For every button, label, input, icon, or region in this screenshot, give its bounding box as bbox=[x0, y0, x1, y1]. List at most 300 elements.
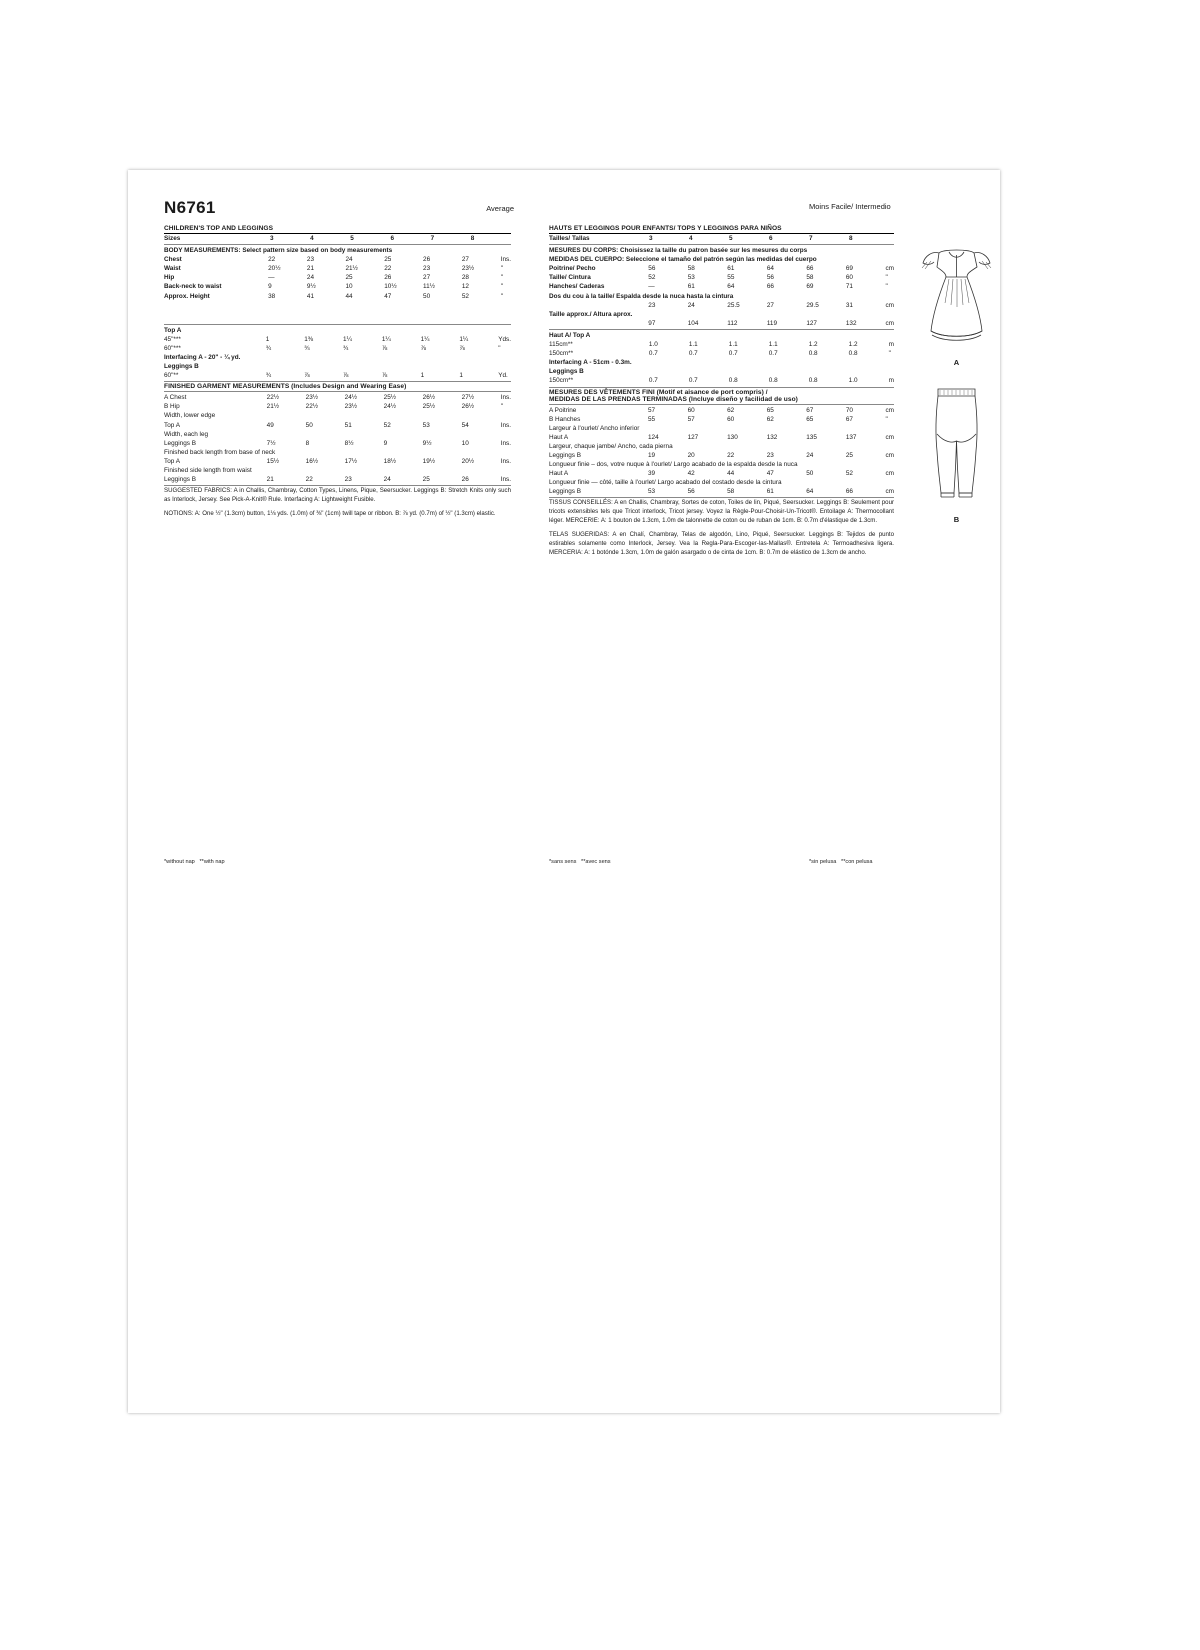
divider bbox=[164, 324, 511, 325]
cell: ⅞ bbox=[381, 372, 388, 380]
cell: 54 bbox=[461, 421, 469, 429]
row-label: A Poitrine bbox=[549, 406, 577, 414]
cell: 0.7 bbox=[648, 350, 658, 358]
table-row bbox=[164, 273, 511, 282]
footnote-with-nap: **with nap bbox=[199, 859, 225, 865]
cell: ¾ bbox=[304, 344, 310, 352]
table-row bbox=[549, 246, 894, 255]
garment-title-en: CHILDREN'S TOP AND LEGGINGS bbox=[164, 225, 274, 232]
divider bbox=[549, 404, 894, 405]
table-row bbox=[549, 234, 894, 243]
size-col: 7 bbox=[430, 235, 435, 242]
cell: 1¼ bbox=[420, 335, 430, 343]
cell: 22½ bbox=[266, 394, 280, 402]
cell: 1¼ bbox=[381, 335, 391, 343]
difficulty-english: Average bbox=[486, 204, 514, 213]
cell: 38 bbox=[268, 292, 276, 300]
cell: 61 bbox=[687, 283, 695, 291]
cell: 112 bbox=[727, 319, 738, 327]
table-row bbox=[164, 439, 511, 448]
cell: 0.8 bbox=[768, 377, 778, 385]
cell: 58 bbox=[806, 274, 814, 282]
yardage-top-title-fr: Haut A/ Top A bbox=[549, 331, 591, 339]
cell: 24 bbox=[687, 301, 695, 309]
cell: 27 bbox=[766, 301, 774, 309]
table-row bbox=[549, 310, 894, 319]
table-row bbox=[164, 421, 511, 430]
cell: 52 bbox=[383, 421, 391, 429]
cell: 15½ bbox=[266, 457, 280, 465]
row-label bbox=[549, 319, 648, 328]
cell: 65 bbox=[806, 415, 814, 423]
size-col: 3 bbox=[269, 235, 274, 242]
difficulty-french-spanish: Moins Facile/ Intermedio bbox=[809, 202, 891, 211]
row-label: 60"** bbox=[164, 372, 179, 380]
unit-cell: Ins. bbox=[500, 394, 511, 402]
cell: 47 bbox=[766, 470, 774, 478]
table-row bbox=[164, 411, 511, 420]
sizes-table-fr bbox=[549, 234, 894, 243]
unit-cell: " bbox=[500, 403, 503, 411]
table-row bbox=[549, 460, 894, 469]
cell: 61 bbox=[766, 488, 774, 496]
finished-table-fr bbox=[549, 406, 894, 497]
cell: 53 bbox=[422, 421, 430, 429]
unit-cell: " bbox=[885, 283, 888, 291]
cell: 27 bbox=[423, 274, 431, 282]
divider bbox=[549, 387, 894, 388]
cell: ⅞ bbox=[381, 344, 388, 352]
cell: 10 bbox=[461, 439, 469, 447]
unit-cell: m bbox=[888, 341, 894, 349]
cell: 1¼ bbox=[343, 335, 352, 343]
row-label: 60"*** bbox=[164, 344, 181, 352]
row-label: Hanches/ Caderas bbox=[549, 283, 605, 291]
cell: 130 bbox=[727, 433, 738, 441]
table-row bbox=[164, 234, 511, 243]
cell: 41 bbox=[306, 292, 315, 300]
footnote-en bbox=[164, 859, 225, 865]
table-row bbox=[549, 424, 894, 433]
english-column bbox=[164, 225, 511, 519]
divider bbox=[549, 329, 894, 330]
size-col: 5 bbox=[350, 235, 354, 242]
cell: 23 bbox=[766, 451, 774, 459]
table-row bbox=[164, 371, 511, 380]
cell: 69 bbox=[806, 283, 814, 291]
divider bbox=[549, 497, 894, 498]
cell: 28 bbox=[461, 274, 469, 282]
unit-cell: Ins. bbox=[500, 476, 511, 484]
cell: 57 bbox=[687, 415, 695, 423]
table-row bbox=[549, 469, 894, 478]
unit-cell: cm bbox=[885, 301, 894, 309]
cell: 55 bbox=[727, 274, 735, 282]
table-row bbox=[549, 349, 894, 358]
cell: 24½ bbox=[344, 394, 358, 402]
leggings-illustration-drawing bbox=[909, 379, 1000, 514]
cell: 1.2 bbox=[808, 341, 818, 349]
cell: 50 bbox=[423, 292, 431, 300]
cell: 64 bbox=[727, 283, 735, 291]
table-row bbox=[164, 264, 511, 273]
table-row bbox=[164, 353, 511, 362]
yardage-top-title-en: Top A bbox=[164, 326, 182, 334]
cell: 0.7 bbox=[688, 377, 698, 385]
cell: 16½ bbox=[305, 457, 319, 465]
cell: — bbox=[648, 283, 655, 291]
cell: 56 bbox=[766, 274, 774, 282]
cell: 7½ bbox=[266, 439, 276, 447]
cell: 127 bbox=[806, 319, 817, 327]
footnote-avec-sens: **avec sens bbox=[581, 859, 611, 865]
cell: 1.2 bbox=[848, 341, 858, 349]
sizes-label-fr: Tailles/ Tallas bbox=[549, 235, 590, 242]
cell: 70 bbox=[845, 406, 853, 414]
suggested-fabrics-en: SUGGESTED FABRICS: A in Challis, Chambray, Cotton Types, Linens, Pique, Seersucker. Leggings B: Stretch Knits only such as Interlock, Jersey. See Pick-A-Knit® Rule. Interfacing A: Lightweight Fusible. bbox=[164, 487, 511, 503]
cell: 0.8 bbox=[728, 377, 738, 385]
cell: 1 bbox=[265, 335, 270, 343]
unit-cell: " bbox=[500, 283, 503, 291]
cell: 127 bbox=[687, 433, 699, 441]
footnote-sans-sens: *sans sens bbox=[549, 859, 577, 865]
cell: 1.1 bbox=[768, 341, 778, 349]
unit-cell: cm bbox=[885, 406, 894, 414]
row-label bbox=[549, 301, 648, 310]
unit-cell: cm bbox=[885, 470, 894, 478]
cell: 21½ bbox=[345, 265, 358, 273]
cell: 65 bbox=[766, 406, 774, 414]
table-row bbox=[164, 466, 511, 475]
unit-col bbox=[889, 234, 894, 243]
cell: 39 bbox=[648, 470, 656, 478]
cell: 44 bbox=[345, 292, 353, 300]
notions-en: NOTIONS: A: One ½" (1.3cm) button, 1⅛ yds. (1.0m) of ⅜" (1cm) twill tape or ribbon. B: ⅞ yd. (0.7m) of ½" (1.3cm) elastic. bbox=[164, 509, 496, 517]
row-label: Finished side length from waist bbox=[164, 466, 252, 474]
row-label: Hip bbox=[164, 274, 175, 282]
table-row bbox=[549, 451, 894, 460]
row-label: A Chest bbox=[164, 394, 187, 402]
cell: 12 bbox=[461, 283, 469, 291]
table-row bbox=[549, 358, 894, 367]
finished-title-en: FINISHED GARMENT MEASUREMENTS (Includes Design and Wearing Ease) bbox=[164, 383, 407, 391]
table-row bbox=[549, 292, 894, 301]
yardage-table-fr bbox=[549, 331, 894, 386]
footnote-sin-pelusa: *sin pelusa bbox=[809, 859, 837, 865]
unit-cell: Yd. bbox=[498, 372, 508, 380]
cell: 52 bbox=[461, 292, 469, 300]
table-row bbox=[164, 326, 511, 335]
finished-title-es: MEDIDAS DE LAS PRENDAS TERMINADAS (Incluye diseño y facilidad de uso) bbox=[549, 395, 798, 403]
cell: 23 bbox=[306, 256, 315, 264]
table-row bbox=[164, 282, 511, 291]
cell: 24 bbox=[383, 476, 391, 484]
body-measurements-fr bbox=[549, 246, 894, 328]
leggings-title-fr: Leggings B bbox=[549, 368, 584, 376]
size-col: 6 bbox=[390, 235, 394, 242]
cell: 8½ bbox=[344, 439, 354, 447]
row-label: Top A bbox=[164, 457, 180, 465]
table-row bbox=[164, 246, 511, 255]
cell: 9½ bbox=[306, 283, 316, 291]
body-measurements-en bbox=[164, 246, 511, 301]
footnote-con-pelusa: **con pelusa bbox=[841, 859, 873, 865]
cell: 25½ bbox=[422, 403, 436, 411]
cell: 137 bbox=[845, 433, 857, 441]
table-row bbox=[549, 282, 894, 291]
cell: 58 bbox=[687, 265, 695, 273]
size-col: 4 bbox=[310, 235, 314, 242]
cell: 26 bbox=[384, 274, 392, 282]
cell: 52 bbox=[648, 274, 656, 282]
table-row bbox=[549, 301, 894, 310]
cell: 124 bbox=[648, 433, 659, 441]
cell: 25.5 bbox=[727, 301, 740, 309]
row-label: Haut A bbox=[549, 470, 569, 478]
row-label: Width, each leg bbox=[164, 430, 209, 438]
table-row bbox=[549, 340, 894, 349]
table-row bbox=[549, 415, 894, 424]
cell: 132 bbox=[766, 433, 778, 441]
cell: 60 bbox=[845, 274, 853, 282]
row-label: Leggings B bbox=[549, 488, 581, 496]
cell: 71 bbox=[845, 283, 853, 291]
cell: 31 bbox=[845, 301, 853, 309]
row-label: Back-neck to waist bbox=[164, 283, 222, 291]
leggings-title-en: Leggings B bbox=[164, 363, 199, 371]
divider bbox=[164, 391, 511, 392]
row-label: 150cm** bbox=[549, 350, 574, 358]
cell: 0.8 bbox=[848, 350, 858, 358]
cell: 25 bbox=[384, 256, 392, 264]
cell: 26 bbox=[461, 476, 469, 484]
interfacing-note-en: Interfacing A - 20" - ¼ yd. bbox=[164, 353, 241, 361]
footnote-fr bbox=[549, 859, 611, 865]
cell: 47 bbox=[384, 292, 392, 300]
cell: 64 bbox=[806, 488, 814, 496]
cell: 26½ bbox=[422, 394, 436, 402]
cell: 1.1 bbox=[728, 341, 738, 349]
table-row bbox=[164, 393, 511, 402]
cell: 42 bbox=[687, 470, 695, 478]
unit-cell: " bbox=[500, 265, 503, 273]
row-label: Longueur finie – dos, votre nuque à l'ourlet/ Largo acabado de la espalda desde la nuca bbox=[549, 461, 798, 469]
cell: 9½ bbox=[422, 439, 432, 447]
unit-cell: " bbox=[888, 350, 891, 358]
header bbox=[164, 198, 514, 218]
unit-cell: Ins. bbox=[500, 256, 511, 264]
cell: 27 bbox=[461, 256, 469, 264]
row-label: B Hanches bbox=[549, 415, 581, 423]
cell: 1.0 bbox=[848, 377, 858, 385]
size-col: 8 bbox=[849, 235, 853, 242]
cell: 1⅜ bbox=[304, 335, 314, 343]
row-label: Largeur, chaque jambe/ Ancho, cada pierna bbox=[549, 442, 673, 450]
cell: 23 bbox=[344, 476, 352, 484]
row-label: Largeur à l'ourlet/ Ancho inferior bbox=[549, 424, 640, 432]
cell: 97 bbox=[648, 319, 656, 327]
cell: 8 bbox=[305, 439, 310, 447]
size-col: 5 bbox=[729, 235, 733, 242]
page-content bbox=[164, 198, 964, 865]
table-row bbox=[164, 335, 511, 344]
unit-cell: " bbox=[498, 344, 501, 352]
cell: 21½ bbox=[266, 403, 280, 411]
yardage-table-en bbox=[164, 326, 511, 381]
spacer bbox=[164, 301, 511, 323]
cell: 66 bbox=[806, 265, 814, 273]
cell: 69 bbox=[845, 265, 853, 273]
table-row bbox=[164, 475, 511, 484]
cell: 60 bbox=[727, 415, 735, 423]
cell: 0.8 bbox=[808, 377, 818, 385]
table-row bbox=[549, 478, 894, 487]
table-row bbox=[549, 255, 894, 264]
cell: 21 bbox=[266, 476, 274, 484]
cell: 52 bbox=[845, 470, 853, 478]
table-row bbox=[549, 331, 894, 340]
cell: 9 bbox=[268, 283, 272, 291]
french-spanish-column bbox=[549, 225, 894, 557]
cell: 10 bbox=[345, 283, 353, 291]
row-label: Waist bbox=[164, 265, 181, 273]
size-col: 6 bbox=[769, 235, 773, 242]
cell: 62 bbox=[766, 415, 774, 423]
divider bbox=[164, 485, 511, 486]
top-illustration-drawing bbox=[909, 237, 1000, 357]
cell: 0.7 bbox=[728, 350, 738, 358]
suggested-fabrics-fr: TISSUS CONSEILLÉS: A en Challis, Chambray, Sortes de coton, Toiles de lin, Piqué, Seersucker. Leggings B: Seulement pour tricots extensibles tels que Tricot interlock, Tricot jersey. Voyez la Règle-Pour-Choisir-Un-Tricot®. Entoilage A: Thermocollant léger. MERCERIE: A: 1 bouton de 1.3cm, 1.0m de talonnette de coton ou de ruban de 1cm. B: 0.7m d'élastique de 1.3cm. bbox=[549, 499, 894, 525]
cell: 0.7 bbox=[768, 350, 778, 358]
cell: 67 bbox=[845, 415, 853, 423]
row-label: 150cm** bbox=[549, 377, 574, 385]
cell: 1.1 bbox=[688, 341, 698, 349]
interfacing-note-fr: Interfacing A - 51cm - 0.3m. bbox=[549, 359, 632, 367]
divider bbox=[164, 244, 511, 245]
cell: 62 bbox=[727, 406, 735, 414]
unit-cell: m bbox=[888, 377, 894, 385]
cell: 104 bbox=[687, 319, 699, 327]
cell: 23 bbox=[423, 265, 431, 273]
cell: 0.7 bbox=[648, 377, 658, 385]
table-row bbox=[164, 292, 511, 301]
unit-cell: Ins. bbox=[500, 421, 511, 429]
cell: 21 bbox=[306, 265, 315, 273]
row-label: Taille/ Cintura bbox=[549, 274, 591, 282]
cell: ¾ bbox=[265, 344, 272, 352]
cell: 66 bbox=[766, 283, 774, 291]
row-label: 45"*** bbox=[164, 335, 181, 343]
cell: ¾ bbox=[265, 372, 272, 380]
cell: 22½ bbox=[305, 403, 319, 411]
table-row bbox=[549, 264, 894, 273]
finished-title-fr: MESURES DES VÊTEMENTS FINI (Motif et aisance de port compris) / bbox=[549, 388, 768, 396]
unit-cell: cm bbox=[885, 451, 894, 459]
cell: 135 bbox=[806, 433, 817, 441]
cell: ⅞ bbox=[459, 344, 465, 352]
body-title-es: MEDIDAS DEL CUERPO: Seleccione el tamaño del patrón según las medidas del cuerpo bbox=[549, 256, 817, 264]
cell: ⅞ bbox=[304, 372, 310, 380]
cell: 23 bbox=[648, 301, 656, 309]
table-row bbox=[549, 367, 894, 376]
row-label: Leggings B bbox=[549, 451, 581, 459]
cell: 20½ bbox=[461, 457, 475, 465]
cell: 1¼ bbox=[459, 335, 469, 343]
height-title: Taille approx./ Altura aprox. bbox=[549, 310, 633, 318]
illustrations bbox=[909, 237, 1000, 524]
cell: 19½ bbox=[422, 457, 436, 465]
cell: 53 bbox=[687, 274, 695, 282]
row-label: 115cm** bbox=[549, 341, 573, 349]
unit-cell: Yds. bbox=[498, 335, 511, 343]
cell: 20½ bbox=[268, 265, 281, 273]
unit-cell: " bbox=[885, 274, 888, 282]
finished-table-en bbox=[164, 393, 511, 484]
cell: 55 bbox=[648, 415, 656, 423]
cell: 64 bbox=[766, 265, 774, 273]
footnote-without-nap: *without nap bbox=[164, 859, 195, 865]
table-row bbox=[549, 442, 894, 451]
row-label: Width, lower edge bbox=[164, 412, 216, 420]
size-col: 7 bbox=[809, 235, 813, 242]
cell: 1.0 bbox=[648, 341, 658, 349]
cell: 1 bbox=[420, 372, 425, 380]
row-label: Top A bbox=[164, 421, 180, 429]
cell: 57 bbox=[648, 406, 656, 414]
cell: 132 bbox=[845, 319, 857, 327]
cell: 119 bbox=[766, 319, 777, 327]
table-row bbox=[164, 448, 511, 457]
cell: 27½ bbox=[461, 394, 475, 402]
cell: 25½ bbox=[383, 394, 397, 402]
cell: 24 bbox=[345, 256, 353, 264]
cell: 50 bbox=[305, 421, 313, 429]
cell: 0.7 bbox=[688, 350, 698, 358]
cell: 1 bbox=[459, 372, 463, 380]
table-row bbox=[549, 487, 894, 496]
cell: 9 bbox=[383, 439, 388, 447]
table-row bbox=[549, 406, 894, 415]
neck-to-waist-title: Dos du cou à la taille/ Espalda desde la nuca hasta la cintura bbox=[549, 292, 734, 300]
cell: 11½ bbox=[423, 283, 436, 291]
cell: ¾ bbox=[343, 344, 349, 352]
cell: 50 bbox=[806, 470, 814, 478]
table-row bbox=[549, 319, 894, 328]
unit-cell: " bbox=[500, 292, 503, 300]
unit-cell: " bbox=[500, 274, 503, 282]
cell: 22 bbox=[305, 476, 313, 484]
unit-cell: Ins. bbox=[500, 439, 511, 447]
cell: 24 bbox=[806, 451, 814, 459]
row-label: Chest bbox=[164, 256, 182, 264]
body-title-fr: MESURES DU CORPS: Choisissez la taille du patron basée sur les mesures du corps bbox=[549, 247, 808, 255]
unit-cell: Ins. bbox=[500, 457, 511, 465]
unit-cell: " bbox=[885, 415, 888, 423]
cell: 17½ bbox=[344, 457, 358, 465]
cell: 49 bbox=[266, 421, 274, 429]
cell: 29.5 bbox=[806, 301, 819, 309]
cell: 24 bbox=[306, 274, 315, 282]
table-row bbox=[549, 273, 894, 282]
unit-cell: cm bbox=[885, 433, 894, 441]
garment-title-fr-es: HAUTS ET LEGGINGS POUR ENFANTS/ TOPS Y LEGGINGS PARA NIÑOS bbox=[549, 225, 782, 232]
cell: 53 bbox=[648, 488, 656, 496]
table-row bbox=[549, 433, 894, 442]
row-label: Leggings B bbox=[164, 476, 196, 484]
cell: 26½ bbox=[461, 403, 475, 411]
cell: 23½ bbox=[305, 394, 319, 402]
pattern-number: N6761 bbox=[164, 198, 216, 217]
